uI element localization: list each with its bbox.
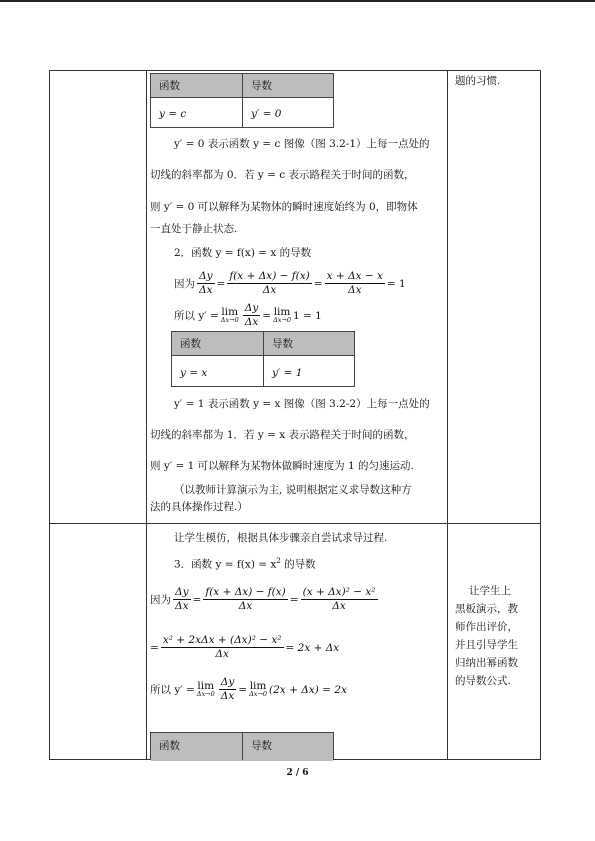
table2-derivative: y′ = 1: [272, 367, 303, 379]
table1-header-derivative: 导数: [251, 80, 272, 92]
paragraph-2-line-1: y′ = 1 表示函数 y = x 图像（图 3.2-2）上每一点处的: [174, 398, 430, 410]
row-divider: [49, 523, 541, 524]
section-3-title: 3．函数 $y = f(x) = x^2$ 的导数: [174, 557, 316, 571]
table1-derivative: y′ = 0: [251, 108, 282, 120]
column-divider-left: [146, 70, 147, 760]
row2-intro: 让学生模仿，根据具体步骤亲自尝试求导过程.: [174, 532, 388, 544]
right-note-2-line-4: 并且引导学生: [455, 639, 518, 651]
table2-header-function: 函数: [180, 338, 201, 350]
paragraph-1-line-3: 则 y′ = 0 可以解释为某物体的瞬时速度始终为 0，即物体: [150, 201, 418, 213]
paragraph-2-line-5: 法的具体操作过程.）: [150, 501, 248, 513]
right-note-2-line-1: 让学生上: [469, 585, 511, 597]
right-note-2-line-3: 师作出评价，: [455, 621, 518, 633]
section-2-title: 2．函数 y = f(x) = x 的导数: [174, 247, 312, 259]
equation-limit-x: 所以 y′ = lim Δx→0 $\frac{\Delta y}{\Delta x}$ = lim Δx→0 1 = 1: [174, 302, 322, 328]
right-note-1: 题的习惯.: [455, 75, 501, 87]
header-rule: [0, 0, 595, 2]
paragraph-1-line-2: 切线的斜率都为 0．若 y = c 表示路程关于时间的函数，: [150, 169, 415, 181]
derivative-table-constant: [150, 73, 334, 128]
right-note-2-line-5: 归纳出幂函数: [455, 657, 518, 669]
table1-function: y = c: [159, 108, 187, 120]
table3-header-derivative: 导数: [251, 740, 272, 752]
paragraph-1-line-1: y′ = 0 表示函数 y = c 图像（图 3.2-1）上每一点处的: [174, 138, 430, 150]
table2-header-derivative: 导数: [272, 338, 293, 350]
derivative-table-power: [150, 732, 334, 760]
right-note-2-line-6: 的导数公式.: [455, 675, 511, 687]
table3-header-function: 函数: [159, 740, 180, 752]
table2-function: y = x: [180, 367, 208, 379]
equation-expand-x-squared: = $\frac{\text{x² + 2xΔx + (Δx)² − x²}}{\Delta x}$ = 2x + Δx: [150, 634, 340, 660]
page-number: 2 / 6: [286, 768, 309, 778]
equation-difference-quotient-x: 因为 $\frac{\Delta y}{\Delta x}$ = $\frac{f(x + \Delta x) - f(x)}{\Delta x}$ = $\frac{x + \Delta x - x}{\Delta x}$ = 1: [174, 270, 406, 296]
paragraph-2-line-3: 则 y′ = 1 可以解释为某物体做瞬时速度为 1 的匀速运动.: [150, 460, 414, 472]
column-divider-right: [447, 70, 448, 760]
right-note-2-line-2: 黑板演示，教: [455, 603, 518, 615]
paragraph-1-line-4: 一直处于静止状态.: [150, 223, 238, 235]
paragraph-2-line-4: （以教师计算演示为主, 说明根据定义求导数这种方: [174, 484, 412, 496]
paragraph-2-line-2: 切线的斜率都为 1．若 y = x 表示路程关于时间的函数，: [150, 429, 415, 441]
equation-difference-quotient-x-squared: 因为 $\frac{\Delta y}{\Delta x}$ = $\frac{f(x + \Delta x) - f(x)}{\Delta x}$ = $\frac{\text{(x + Δx)² − x²}}{\Delta x}$: [150, 586, 376, 612]
table1-header-function: 函数: [159, 80, 180, 92]
derivative-table-identity: [171, 331, 355, 387]
equation-limit-x-squared: 所以 y′ = lim Δx→0 $\frac{\Delta y}{\Delta x}$ = lim Δx→0 (2x + Δx) = 2x: [150, 676, 347, 702]
